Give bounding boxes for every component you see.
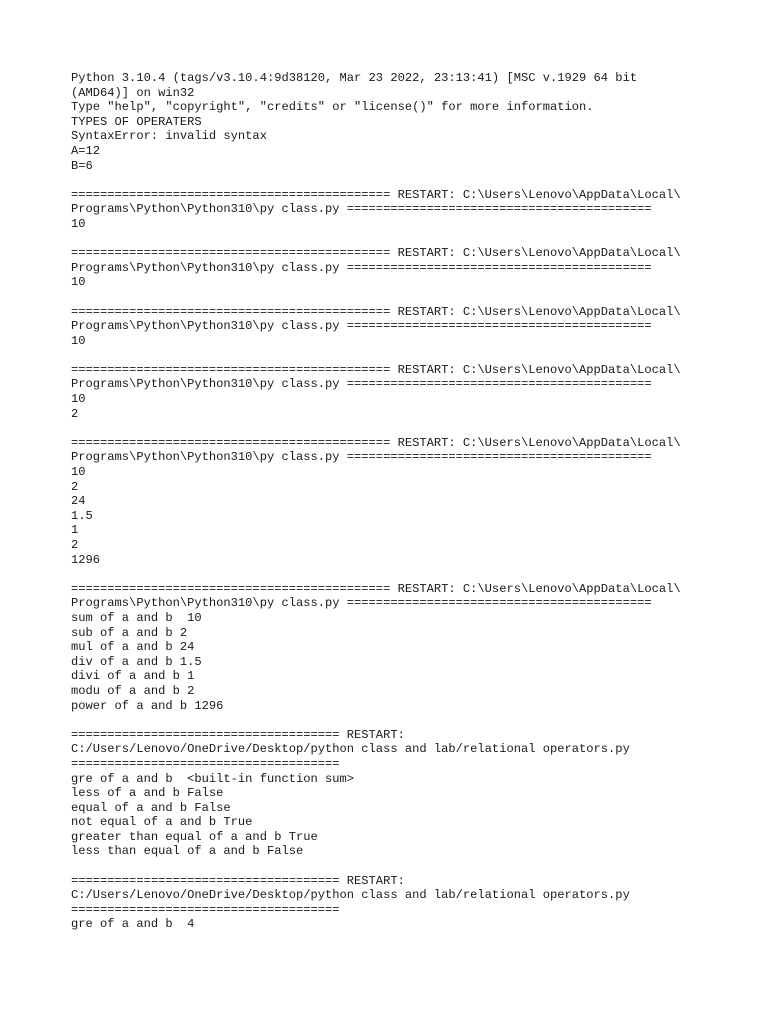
shell-output-line: ===================================== RESTART: xyxy=(71,873,405,888)
shell-output-line: 2 xyxy=(71,538,79,552)
shell-output-line: SyntaxError: invalid syntax xyxy=(71,129,267,144)
shell-output-line: Programs\Python\Python310\py class.py ========================================== xyxy=(71,377,652,392)
blank-line xyxy=(71,173,751,188)
blank-line xyxy=(71,348,751,363)
shell-output-line: 24 xyxy=(71,494,86,509)
shell-output-line: ============================================ RESTART: C:\Users\Lenovo\AppData\Local\ xyxy=(71,187,681,202)
shell-output-line: (AMD64)] on win32 xyxy=(71,85,195,100)
blank-line xyxy=(71,290,751,305)
shell-output-line: B=6 xyxy=(71,158,93,173)
shell-output-line: equal of a and b False xyxy=(71,800,231,815)
shell-output-line: Programs\Python\Python310\py class.py ========================================== xyxy=(71,450,652,465)
shell-output-line: Python 3.10.4 (tags/v3.10.4:9d38120, Mar 23 2022, 23:13:41) [MSC v.1929 64 bit xyxy=(71,71,638,85)
shell-output-line: A=12 xyxy=(71,143,101,158)
shell-output-line: sub of a and b 2 xyxy=(71,625,188,640)
shell-output-line: ===================================== xyxy=(71,756,340,771)
shell-output-line: greater than equal of a and b True xyxy=(71,829,318,844)
python-shell-transcript xyxy=(71,71,751,932)
blank-line xyxy=(71,232,751,247)
shell-output-line: Programs\Python\Python310\py class.py ========================================== xyxy=(71,319,652,334)
shell-output-line: Type "help", "copyright", "credits" or "license()" for more information. xyxy=(71,100,594,115)
shell-output-line: modu of a and b 2 xyxy=(71,683,195,698)
blank-line xyxy=(71,859,751,874)
shell-output-line: 1296 xyxy=(71,552,101,567)
shell-output-line: ============================================ RESTART: C:\Users\Lenovo\AppData\Local\ xyxy=(71,581,681,596)
shell-output-line: 10 xyxy=(71,465,86,480)
shell-output-line: not equal of a and b True xyxy=(71,815,253,830)
shell-output-line: 2 xyxy=(71,479,79,494)
shell-output-line: C:/Users/Lenovo/OneDrive/Desktop/python class and lab/relational operators.py xyxy=(71,742,630,757)
shell-output-line: ============================================ RESTART: C:\Users\Lenovo\AppData\Local\ xyxy=(71,246,681,261)
shell-output-line: ============================================ RESTART: C:\Users\Lenovo\AppData\Local\ xyxy=(71,435,681,450)
shell-output-line: 10 xyxy=(71,392,86,407)
shell-output-line: Programs\Python\Python310\py class.py ========================================== xyxy=(71,596,652,611)
shell-output-line: ============================================ RESTART: C:\Users\Lenovo\AppData\Local\ xyxy=(71,362,681,377)
shell-output-line: less of a and b False xyxy=(71,786,224,801)
shell-output-line: ============================================ RESTART: C:\Users\Lenovo\AppData\Local\ xyxy=(71,304,681,319)
shell-output-line: TYPES OF OPERATERS xyxy=(71,114,202,129)
shell-output-line: gre of a and b 4 xyxy=(71,917,195,932)
blank-line xyxy=(71,421,751,436)
shell-output-line: 2 xyxy=(71,406,79,421)
shell-output-line: mul of a and b 24 xyxy=(71,640,195,655)
shell-output-line: 10 xyxy=(71,275,86,290)
shell-output-line: Programs\Python\Python310\py class.py ========================================== xyxy=(71,202,652,217)
shell-output-line: Programs\Python\Python310\py class.py ========================================== xyxy=(71,260,652,275)
shell-output-line: ===================================== RESTART: xyxy=(71,727,405,742)
shell-output-line: 10 xyxy=(71,216,86,231)
blank-line xyxy=(71,567,751,582)
shell-output-line: less than equal of a and b False xyxy=(71,844,304,859)
shell-output-line: 1 xyxy=(71,523,79,538)
shell-output-line: sum of a and b 10 xyxy=(71,610,202,625)
shell-output-line: ===================================== xyxy=(71,902,340,917)
blank-line xyxy=(71,713,751,728)
shell-output-line: 10 xyxy=(71,333,86,348)
shell-output-line: power of a and b 1296 xyxy=(71,698,224,713)
shell-output-line: gre of a and b <built-in function sum> xyxy=(71,771,355,786)
shell-output-line: C:/Users/Lenovo/OneDrive/Desktop/python class and lab/relational operators.py xyxy=(71,888,630,903)
shell-output-line: div of a and b 1.5 xyxy=(71,654,202,669)
shell-output-line: 1.5 xyxy=(71,508,93,523)
shell-output-line: divi of a and b 1 xyxy=(71,669,195,684)
